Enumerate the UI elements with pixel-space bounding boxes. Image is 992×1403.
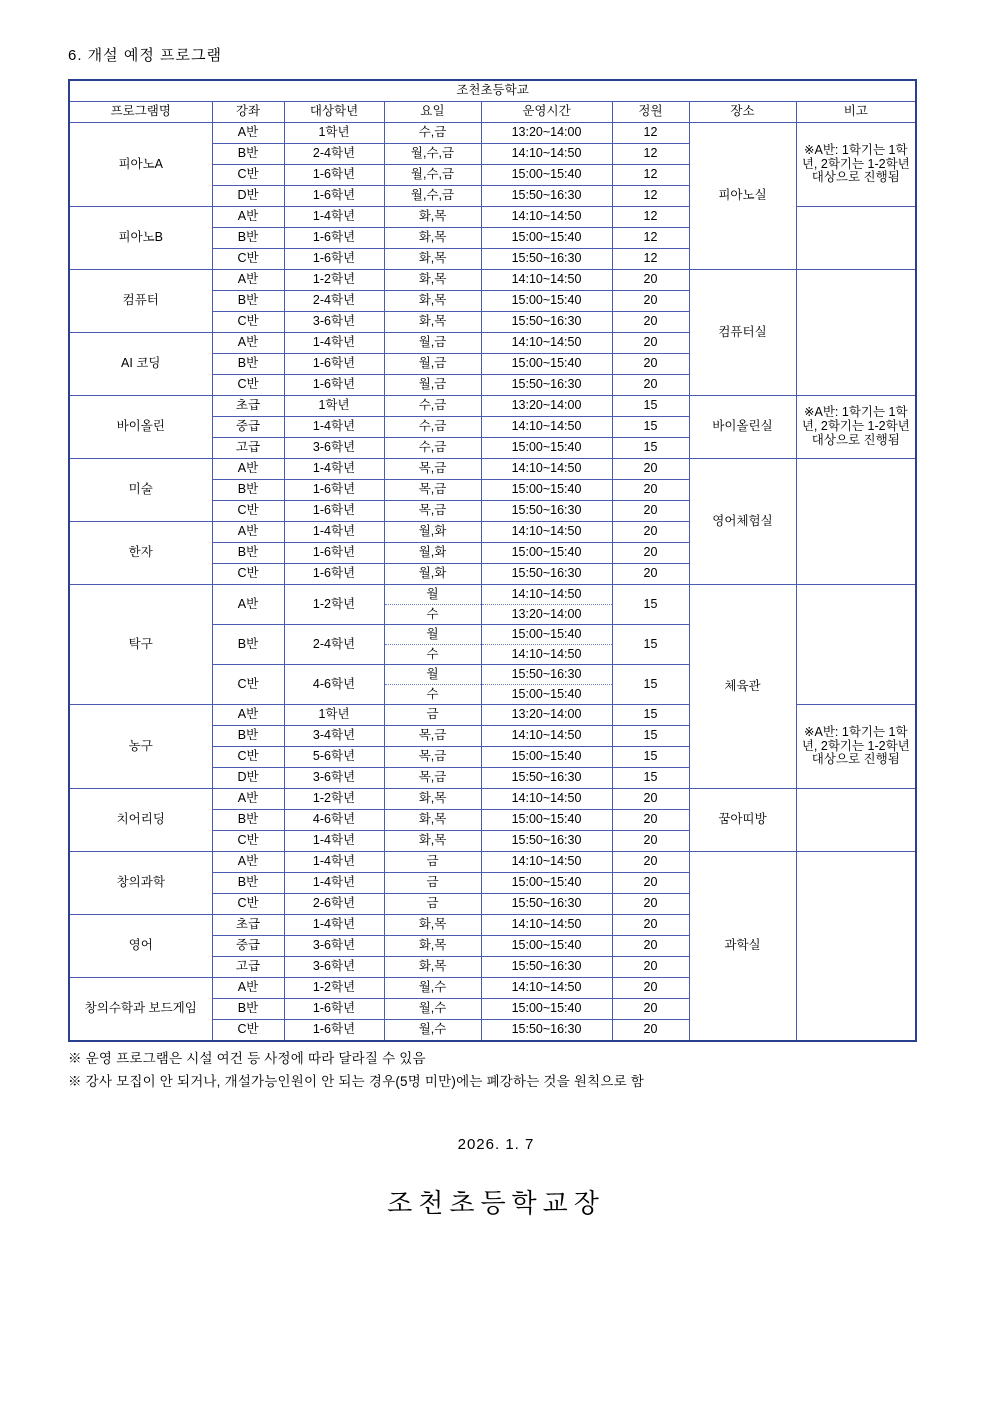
program-name: 한자 (69, 522, 212, 585)
operating-time: 15:50~16:30 (481, 768, 612, 789)
capacity: 20 (612, 354, 689, 375)
program-name: 영어 (69, 915, 212, 978)
capacity: 20 (612, 270, 689, 291)
operating-time: 14:10~14:50 (481, 522, 612, 543)
days: 금 (384, 894, 481, 915)
days: 수,금 (384, 123, 481, 144)
table-row (69, 123, 916, 144)
days: 월,금 (384, 375, 481, 396)
operating-time: 14:10~14:50 (481, 333, 612, 354)
course-name: 중급 (212, 417, 284, 438)
course-name: C반 (212, 831, 284, 852)
place: 체육관 (689, 585, 796, 789)
course-name: 고급 (212, 438, 284, 459)
course-name: B반 (212, 999, 284, 1020)
target-grade: 1학년 (284, 396, 384, 417)
table-row (69, 459, 916, 480)
capacity: 20 (612, 312, 689, 333)
place: 바이올린실 (689, 396, 796, 459)
course-name: C반 (212, 249, 284, 270)
target-grade: 1-6학년 (284, 564, 384, 585)
days: 화,목 (384, 291, 481, 312)
capacity: 15 (612, 726, 689, 747)
course-name: 초급 (212, 396, 284, 417)
table-row (69, 396, 916, 417)
operating-time: 15:50~16:30 (481, 894, 612, 915)
table-header-row (69, 102, 916, 123)
course-name: C반 (212, 747, 284, 768)
capacity: 20 (612, 915, 689, 936)
days: 월,화 (384, 564, 481, 585)
target-grade: 4-6학년 (284, 665, 384, 705)
capacity: 15 (612, 768, 689, 789)
operating-time: 15:50~16:30 (481, 1020, 612, 1042)
capacity: 20 (612, 957, 689, 978)
operating-time: 15:50~16:30 (481, 564, 612, 585)
target-grade: 1-6학년 (284, 228, 384, 249)
target-grade: 1-4학년 (284, 522, 384, 543)
capacity: 20 (612, 480, 689, 501)
course-name: A반 (212, 123, 284, 144)
days: 월,금 (384, 354, 481, 375)
target-grade: 1-4학년 (284, 852, 384, 873)
column-header-time: 운영시간 (481, 102, 612, 123)
course-name: C반 (212, 564, 284, 585)
days: 화,목 (384, 810, 481, 831)
program-name: 창의수학과 보드게임 (69, 978, 212, 1042)
operating-time: 15:00~15:40 (481, 810, 612, 831)
operating-time: 15:50~16:30 (481, 249, 612, 270)
column-header-capacity: 정원 (612, 102, 689, 123)
days: 월,금 (384, 333, 481, 354)
operating-time: 14:10~14:50 (481, 459, 612, 480)
capacity: 20 (612, 459, 689, 480)
column-header-grade: 대상학년 (284, 102, 384, 123)
days: 화,목 (384, 915, 481, 936)
course-name: A반 (212, 522, 284, 543)
capacity: 20 (612, 501, 689, 522)
operating-time: 14:10~14:50 (481, 270, 612, 291)
operating-time: 15:00~15:40 (481, 480, 612, 501)
operating-time: 15:50~16:30 (481, 186, 612, 207)
capacity: 15 (612, 625, 689, 665)
table-row (69, 270, 916, 291)
signature-line: 조천초등학교장 (387, 1188, 605, 1218)
course-name: B반 (212, 291, 284, 312)
operating-time: 15:50~16:30 (481, 312, 612, 333)
capacity: 20 (612, 873, 689, 894)
program-name: 창의과학 (69, 852, 212, 915)
target-grade: 1-6학년 (284, 375, 384, 396)
course-name: A반 (212, 333, 284, 354)
course-name: A반 (212, 978, 284, 999)
capacity: 20 (612, 522, 689, 543)
place: 과학실 (689, 852, 796, 1042)
target-grade: 1-2학년 (284, 270, 384, 291)
place: 꿈아띠방 (689, 789, 796, 852)
operating-time: 14:10~14:50 (481, 789, 612, 810)
target-grade: 1-6학년 (284, 501, 384, 522)
capacity: 12 (612, 144, 689, 165)
operating-time: 14:10~14:50 (481, 144, 612, 165)
course-name: B반 (212, 810, 284, 831)
target-grade: 5-6학년 (284, 747, 384, 768)
operating-time: 15:00~15:40 (481, 291, 612, 312)
course-name: D반 (212, 186, 284, 207)
program-name: 미술 (69, 459, 212, 522)
days: 화,목 (384, 228, 481, 249)
course-name: 고급 (212, 957, 284, 978)
program-name: 치어리딩 (69, 789, 212, 852)
program-name: AI 코딩 (69, 333, 212, 396)
capacity: 20 (612, 789, 689, 810)
course-name: B반 (212, 625, 284, 665)
days: 수,금 (384, 417, 481, 438)
operating-time: 15:50~16:30 (481, 831, 612, 852)
course-name: A반 (212, 585, 284, 625)
target-grade: 2-6학년 (284, 894, 384, 915)
days: 목,금 (384, 501, 481, 522)
column-header-program: 프로그램명 (69, 102, 212, 123)
capacity: 20 (612, 936, 689, 957)
capacity: 20 (612, 810, 689, 831)
capacity: 12 (612, 207, 689, 228)
course-name: A반 (212, 705, 284, 726)
course-name: B반 (212, 873, 284, 894)
target-grade: 1-6학년 (284, 186, 384, 207)
days: 목,금 (384, 480, 481, 501)
column-header-place: 장소 (689, 102, 796, 123)
program-name: 바이올린 (69, 396, 212, 459)
target-grade: 1-4학년 (284, 831, 384, 852)
program-name: 피아노B (69, 207, 212, 270)
target-grade: 1학년 (284, 705, 384, 726)
capacity: 20 (612, 852, 689, 873)
capacity: 12 (612, 249, 689, 270)
target-grade: 1-4학년 (284, 873, 384, 894)
days: 월 수 (384, 665, 481, 705)
operating-time: 15:00~15:40 (481, 228, 612, 249)
course-name: A반 (212, 852, 284, 873)
table-row (69, 852, 916, 873)
program-name: 농구 (69, 705, 212, 789)
operating-time: 15:00~15:40 (481, 747, 612, 768)
days: 목,금 (384, 768, 481, 789)
course-name: C반 (212, 501, 284, 522)
target-grade: 3-6학년 (284, 312, 384, 333)
days: 목,금 (384, 747, 481, 768)
target-grade: 1-4학년 (284, 459, 384, 480)
operating-time: 15:50~16:30 (481, 375, 612, 396)
operating-time: 13:20~14:00 (481, 705, 612, 726)
days: 월 수 (384, 625, 481, 665)
capacity: 15 (612, 585, 689, 625)
program-name: 탁구 (69, 585, 212, 705)
days: 수,금 (384, 396, 481, 417)
footnotes (68, 1048, 924, 1094)
table-title-row (69, 80, 916, 102)
days: 금 (384, 873, 481, 894)
operating-time: 15:50~16:30 (481, 501, 612, 522)
days: 화,목 (384, 312, 481, 333)
course-name: 초급 (212, 915, 284, 936)
target-grade: 1-6학년 (284, 543, 384, 564)
note (796, 270, 916, 396)
capacity: 15 (612, 747, 689, 768)
days: 월,수,금 (384, 186, 481, 207)
note (796, 459, 916, 585)
days: 월,화 (384, 543, 481, 564)
operating-time: 15:00~15:40 (481, 354, 612, 375)
footnote-2: ※ 강사 모집이 안 되거나, 개설가능인원이 안 되는 경우(5명 미만)에는 폐강하는 것을 원칙으로 함 (68, 1073, 645, 1089)
course-name: A반 (212, 207, 284, 228)
course-name: C반 (212, 312, 284, 333)
capacity: 20 (612, 564, 689, 585)
target-grade: 1-6학년 (284, 480, 384, 501)
days: 화,목 (384, 831, 481, 852)
note: ※A반: 1학기는 1학년, 2학기는 1-2학년 대상으로 진행됨 (796, 396, 916, 459)
capacity: 12 (612, 165, 689, 186)
days: 월,수 (384, 978, 481, 999)
capacity: 12 (612, 228, 689, 249)
capacity: 20 (612, 291, 689, 312)
capacity: 12 (612, 186, 689, 207)
column-header-course: 강좌 (212, 102, 284, 123)
target-grade: 3-6학년 (284, 957, 384, 978)
course-name: B반 (212, 228, 284, 249)
days: 월,수 (384, 1020, 481, 1042)
operating-time: 14:10~14:50 (481, 417, 612, 438)
target-grade: 1-2학년 (284, 978, 384, 999)
operating-time: 15:00~15:40 (481, 165, 612, 186)
course-name: B반 (212, 480, 284, 501)
target-grade: 3-4학년 (284, 726, 384, 747)
target-grade: 1-4학년 (284, 915, 384, 936)
course-name: C반 (212, 165, 284, 186)
days: 화,목 (384, 249, 481, 270)
days: 금 (384, 705, 481, 726)
note: ※A반: 1학기는 1학년, 2학기는 1-2학년 대상으로 진행됨 (796, 705, 916, 789)
days: 월,수,금 (384, 144, 481, 165)
capacity: 20 (612, 1020, 689, 1042)
target-grade: 4-6학년 (284, 810, 384, 831)
footnote-1: ※ 운영 프로그램은 시설 여건 등 사정에 따라 달라질 수 있음 (68, 1051, 426, 1066)
operating-time: 14:10~14:50 (481, 915, 612, 936)
place: 피아노실 (689, 123, 796, 270)
target-grade: 3-6학년 (284, 438, 384, 459)
days: 화,목 (384, 207, 481, 228)
operating-time: 15:00~15:40 (481, 999, 612, 1020)
operating-time: 13:20~14:00 (481, 396, 612, 417)
target-grade: 1-6학년 (284, 165, 384, 186)
table-row (69, 789, 916, 810)
operating-time: 15:00~15:40 (481, 936, 612, 957)
capacity: 20 (612, 978, 689, 999)
course-name: B반 (212, 354, 284, 375)
capacity: 20 (612, 543, 689, 564)
target-grade: 1-6학년 (284, 1020, 384, 1042)
days: 월,수 (384, 999, 481, 1020)
program-schedule-table (68, 79, 917, 1042)
course-name: D반 (212, 768, 284, 789)
target-grade: 2-4학년 (284, 625, 384, 665)
target-grade: 1-6학년 (284, 354, 384, 375)
column-header-days: 요일 (384, 102, 481, 123)
capacity: 20 (612, 894, 689, 915)
note (796, 852, 916, 1042)
operating-time: 15:00~15:40 14:10~14:50 (481, 625, 612, 665)
course-name: 중급 (212, 936, 284, 957)
target-grade: 1-6학년 (284, 249, 384, 270)
operating-time: 15:50~16:30 (481, 957, 612, 978)
target-grade: 1-6학년 (284, 999, 384, 1020)
course-name: B반 (212, 726, 284, 747)
page-title: 6. 개설 예정 프로그램 (68, 47, 222, 64)
days: 화,목 (384, 789, 481, 810)
operating-time: 14:10~14:50 13:20~14:00 (481, 585, 612, 625)
operating-time: 13:20~14:00 (481, 123, 612, 144)
place: 컴퓨터실 (689, 270, 796, 396)
days: 화,목 (384, 270, 481, 291)
operating-time: 15:00~15:40 (481, 873, 612, 894)
capacity: 15 (612, 665, 689, 705)
note: ※A반: 1학기는 1학년, 2학기는 1-2학년 대상으로 진행됨 (796, 123, 916, 207)
note (796, 585, 916, 705)
operating-time: 15:00~15:40 (481, 438, 612, 459)
days: 수,금 (384, 438, 481, 459)
course-name: C반 (212, 894, 284, 915)
course-name: C반 (212, 665, 284, 705)
target-grade: 1-4학년 (284, 333, 384, 354)
place: 영어체험실 (689, 459, 796, 585)
target-grade: 3-6학년 (284, 768, 384, 789)
capacity: 12 (612, 123, 689, 144)
target-grade: 1-4학년 (284, 417, 384, 438)
capacity: 20 (612, 333, 689, 354)
table-title: 조천초등학교 (69, 80, 916, 102)
capacity: 20 (612, 999, 689, 1020)
target-grade: 3-6학년 (284, 936, 384, 957)
days: 월 수 (384, 585, 481, 625)
note (796, 789, 916, 852)
target-grade: 2-4학년 (284, 144, 384, 165)
target-grade: 1-2학년 (284, 585, 384, 625)
operating-time: 14:10~14:50 (481, 726, 612, 747)
course-name: A반 (212, 270, 284, 291)
capacity: 15 (612, 417, 689, 438)
operating-time: 14:10~14:50 (481, 978, 612, 999)
days: 목,금 (384, 459, 481, 480)
target-grade: 1-4학년 (284, 207, 384, 228)
document-date: 2026. 1. 7 (457, 1135, 535, 1153)
capacity: 20 (612, 831, 689, 852)
operating-time: 15:50~16:30 15:00~15:40 (481, 665, 612, 705)
days: 금 (384, 852, 481, 873)
operating-time: 14:10~14:50 (481, 207, 612, 228)
program-name: 피아노A (69, 123, 212, 207)
program-name: 컴퓨터 (69, 270, 212, 333)
course-name: C반 (212, 1020, 284, 1042)
course-name: B반 (212, 543, 284, 564)
column-header-note: 비고 (796, 102, 916, 123)
capacity: 15 (612, 705, 689, 726)
capacity: 15 (612, 438, 689, 459)
days: 월,수,금 (384, 165, 481, 186)
course-name: C반 (212, 375, 284, 396)
capacity: 20 (612, 375, 689, 396)
days: 화,목 (384, 936, 481, 957)
operating-time: 14:10~14:50 (481, 852, 612, 873)
course-name: A반 (212, 789, 284, 810)
note (796, 207, 916, 270)
days: 월,화 (384, 522, 481, 543)
target-grade: 1학년 (284, 123, 384, 144)
operating-time: 15:00~15:40 (481, 543, 612, 564)
target-grade: 2-4학년 (284, 291, 384, 312)
table-row (69, 585, 916, 625)
target-grade: 1-2학년 (284, 789, 384, 810)
days: 목,금 (384, 726, 481, 747)
days: 화,목 (384, 957, 481, 978)
capacity: 15 (612, 396, 689, 417)
course-name: A반 (212, 459, 284, 480)
course-name: B반 (212, 144, 284, 165)
